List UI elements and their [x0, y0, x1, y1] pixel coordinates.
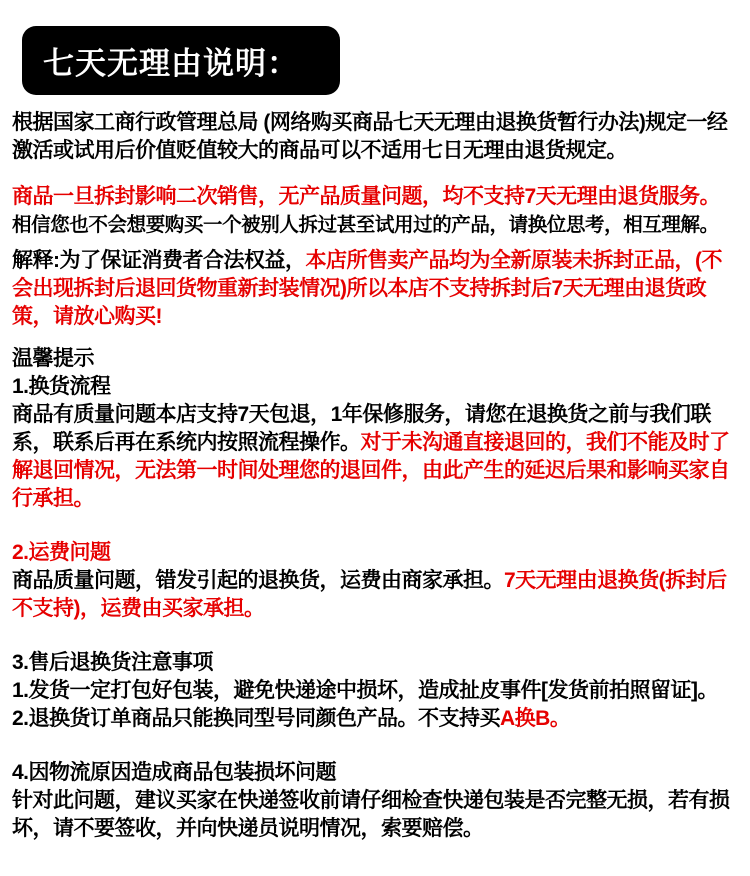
- unsealed-warning-text: 商品一旦拆封影响二次销售，无产品质量问题，均不支持7天无理由退货服务。: [12, 185, 721, 208]
- section-2-body-black: 商品质量问题，错发引起的退换货，运费由商家承担。: [12, 569, 504, 592]
- section-1-body-black: 商品有质量问题本店支持7天包退，1年保修服务，请您在退换货之前与我们联系，联系后再在系统内按照流程操作。: [12, 403, 711, 454]
- section-1-body: [12, 401, 738, 513]
- policy-title-banner: [22, 26, 340, 95]
- section-2-body: [12, 567, 738, 623]
- regulation-paragraph: 根据国家工商行政管理总局 (网络购买商品七天无理由退换货暂行办法)规定一经激活或试用后价值贬值较大的商品可以不适用七日无理由退货规定。: [12, 111, 728, 162]
- explanation-lead-text: 解释:为了保证消费者合法权益，: [12, 249, 306, 272]
- section-aftersales-notes: [12, 649, 738, 733]
- tips-heading: 温馨提示: [12, 347, 94, 370]
- section-4-body: 针对此问题，建议买家在快递签收前请仔细检查快递包装是否完整无损，若有损坏，请不要签收，并向快递员说明情况，索要赔偿。: [12, 789, 730, 840]
- explanation-red-text: 本店所售卖产品均为全新原装未拆封正品，(不会出现拆封后退回货物重新封装情况)所以本店不支持拆封后7天无理由退货政策，请放心购买!: [12, 249, 722, 328]
- section-1-title: 1.换货流程: [12, 375, 111, 398]
- explanation-paragraph: [12, 247, 738, 331]
- section-2-body-red: 7天无理由退换货(拆封后不支持)，运费由买家承担。: [12, 569, 727, 620]
- section-3-item-1: 1.发货一定打包好包装，避免快递途中损坏，造成扯皮事件[发货前拍照留证]。: [12, 679, 718, 702]
- section-exchange-process: [12, 373, 738, 513]
- section-4-title: 4.因物流原因造成商品包装损坏问题: [12, 761, 337, 784]
- empathy-text: 相信您也不会想要购买一个被别人拆过甚至试用过的产品，请换位思考，相互理解。: [12, 214, 719, 236]
- unsealed-warning-paragraph: [12, 183, 738, 239]
- section-3-item-2-black: 2.退换货订单商品只能换同型号同颜色产品。不支持买: [12, 707, 501, 730]
- section-1-body-red: 对于未沟通直接退回的，我们不能及时了解退回情况，无法第一时间处理您的退回件，由此产生的延迟后果和影响买家自行承担。: [12, 431, 730, 510]
- policy-content: [0, 109, 750, 843]
- policy-title: 七天无理由说明：: [43, 46, 299, 81]
- section-2-title: 2.运费问题: [12, 541, 111, 564]
- section-shipping-fee: [12, 539, 738, 623]
- seven-day-policy-notice: [0, 26, 750, 876]
- section-3-item-2-red: A换B。: [500, 707, 571, 730]
- section-3-item-2: [12, 705, 738, 733]
- section-logistics-damage: [12, 759, 738, 843]
- section-3-title: 3.售后退换货注意事项: [12, 651, 214, 674]
